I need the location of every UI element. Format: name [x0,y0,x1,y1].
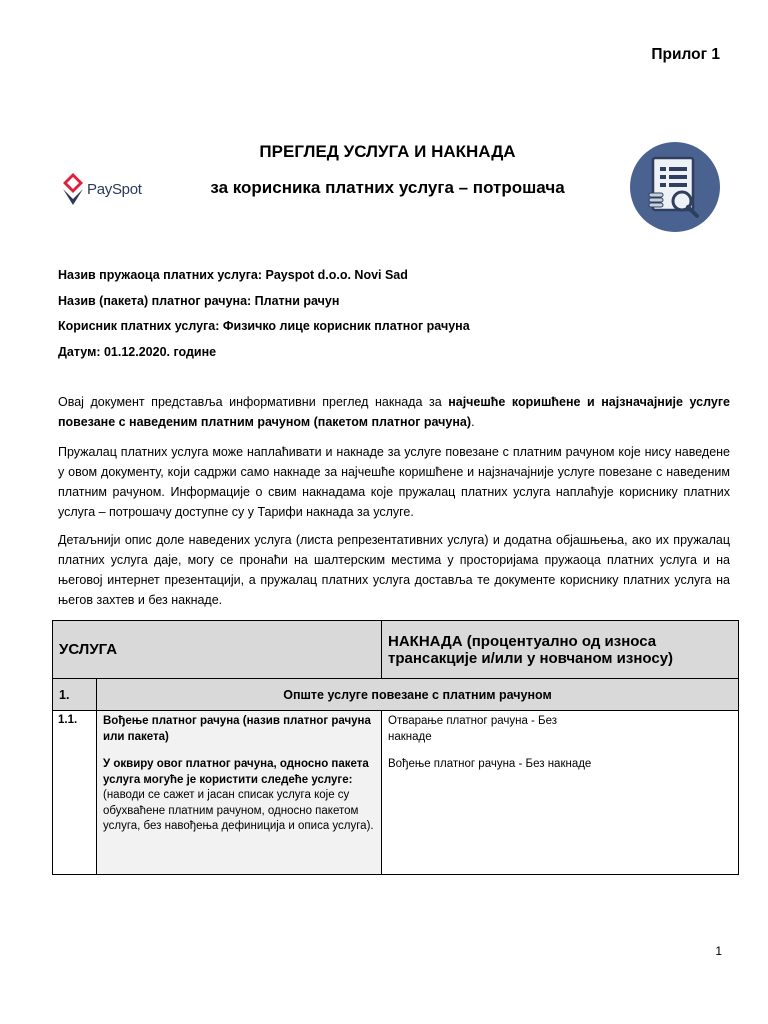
row-number: 1.1. [53,711,97,875]
meta-user: Корисник платних услуга: Физичко лице корисник платног рачуна [58,319,470,334]
fee-opening: Отварање платног рачуна - Без накнаде [388,715,558,743]
service-title: Вођење платног рачуна (назив платног рачуна или пакета) [103,715,371,743]
fee-maintenance: Вођење платног рачуна - Без накнаде [388,758,592,770]
service-desc-normal: (наводи се сажет и јасан списак услуга које су обухваћене платним рачуном, односно пакетом услуга, без навођења дефиниција и описа услуга). [103,789,374,832]
table-row [53,711,739,875]
page-title: ПРЕГЛЕД УСЛУГА И НАКНАДА [259,142,516,161]
title-block [210,142,565,198]
intro-bold-text: најчешће коришћене и најзначајније услуге повезане с наведеним платним рачуном (пакетом платног рачуна) [58,395,730,429]
paragraph-other-fees: Пружалац платних услуга може наплаћивати и накнаде за услуге повезане с платним рачуном које нису наведене у овом документу, који садржи само накнаде за најчешће коришћене и најзначајније услуге повезане с наведеним платним рачуном. Информације о свим накнадама које пружалац платних услуга наплаћује кориснику платних услуга – потрошачу доступне су у Тарифи накнада за услуге. [58,445,730,519]
fee-table [52,620,739,875]
intro-paragraph [58,392,730,432]
logo-text: PaySpot [87,180,142,198]
document-meta [58,268,470,370]
intro-text-end: . [471,415,475,429]
meta-date: Датум: 01.12.2020. године [58,344,217,359]
payspot-logo-icon [62,172,84,206]
header-fee: НАКНАДА (процентуално од износа трансакције и/или у новчаном износу) [382,621,739,679]
meta-account: Назив (пакета) платног рачуна: Платни рачун [58,293,340,308]
paragraph-details: Детаљнији опис доле наведених услуга (листа репрезентативних услуга) и додатна објашњења, ако их пружалац платних услуга даје, могу се пронаћи на шалтерским местима у просторијама пружаоца платних услуга и на његовој интернет презентацији, а пружалац платних услуга доставља те документе кориснику платних услуга на његов захтев и без накнаде. [58,533,730,607]
annex-label: Прилог 1 [651,46,720,63]
section-title: Опште услуге повезане с платним рачуном [97,679,739,711]
table-header-row [53,621,739,679]
document-magnifier-icon [629,141,721,233]
fee-cell [382,711,739,875]
service-cell [97,711,382,875]
payspot-logo [62,171,162,207]
service-desc-bold: У оквиру овог платног рачуна, односно пакета услуга могуће је користити следеће услуге: [103,758,369,786]
page-number: 1 [715,944,722,958]
intro-text: Овај документ представља информативни преглед накнада за [58,395,449,409]
header-service: УСЛУГА [53,621,382,679]
service-description [103,757,375,835]
page-subtitle: за корисника платних услуга – потрошача [210,178,565,197]
section-row [53,679,739,711]
meta-provider: Назив пружаоца платних услуга: Payspot d.o.o. Novi Sad [58,268,408,282]
section-number: 1. [53,679,97,711]
